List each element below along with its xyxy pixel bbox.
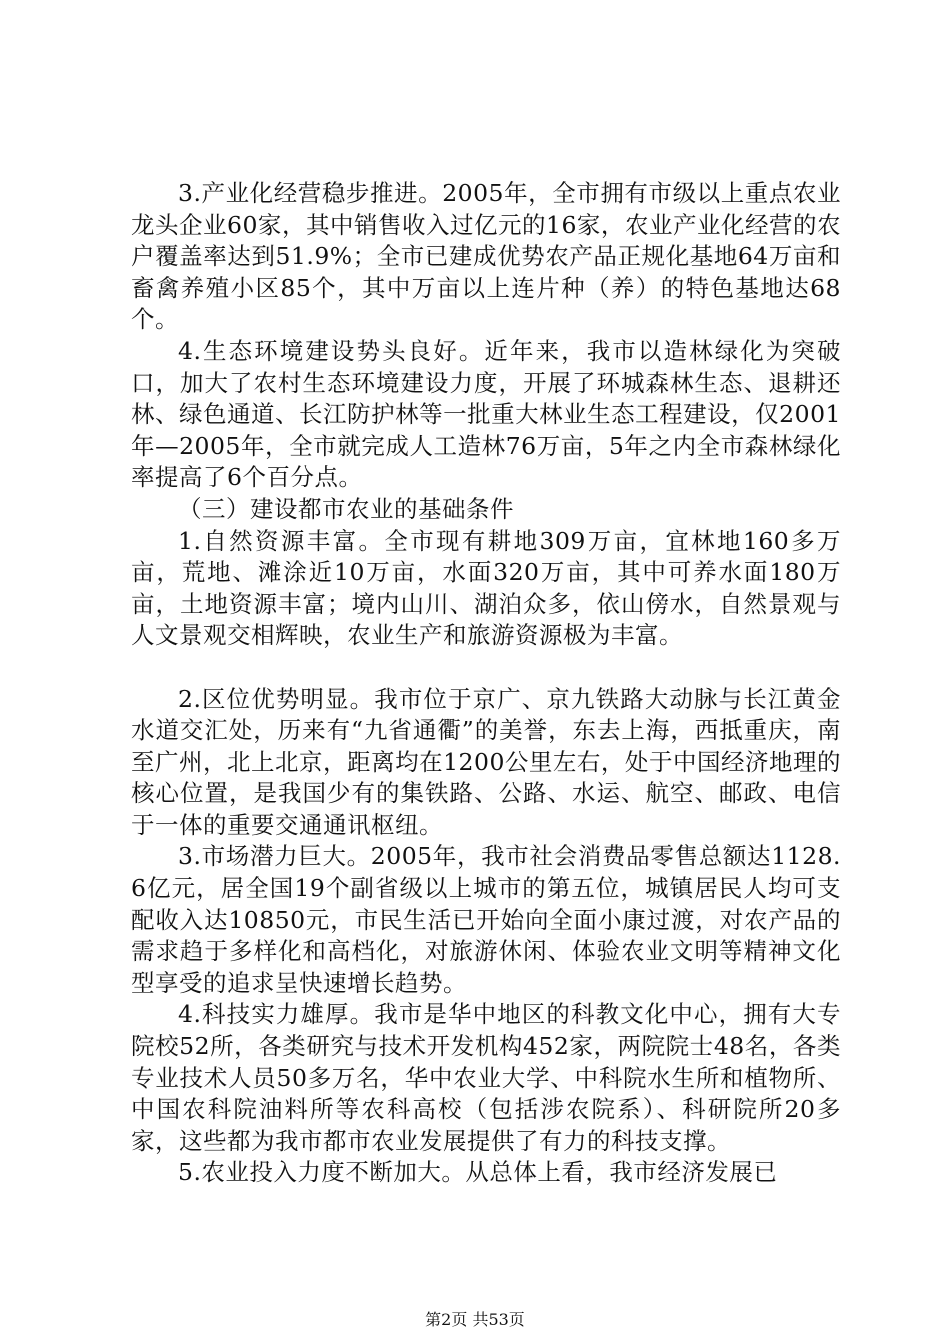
paragraph-spacer xyxy=(131,652,841,684)
paragraph-location: 2.区位优势明显。我市位于京广、京九铁路大动脉与长江黄金水道交汇处，历来有“九省通衢”的美誉，东去上海，西抵重庆，南至广州，北上北京，距离均在1200公里左右，处于中国经济地理的核心位置，是我国少有的集铁路、公路、水运、航空、邮政、电信于一体的重要交通通讯枢纽。 xyxy=(131,684,841,839)
document-body xyxy=(131,178,841,1189)
paragraph-industrialization: 3.产业化经营稳步推进。2005年，全市拥有市级以上重点农业龙头企业60家，其中销售收入过亿元的16家，农业产业化经营的农户覆盖率达到51.9%；全市已建成优势农产品正规化基地64万亩和畜禽养殖小区85个，其中万亩以上连片种（养）的特色基地达68个。 xyxy=(131,179,841,334)
paragraph-investment: 5.农业投入力度不断加大。从总体上看，我市经济发展已 xyxy=(178,1158,778,1187)
page-number-footer: 第2页 共53页 xyxy=(425,1310,525,1329)
paragraph-ecology: 4.生态环境建设势头良好。近年来，我市以造林绿化为突破口，加大了农村生态环境建设力度，开展了环城森林生态、退耕还林、绿色通道、长江防护林等一批重大林业生态工程建设，仅2001年—2005年，全市就完成人工造林76万亩，5年之内全市森林绿化率提高了6个百分点。 xyxy=(131,336,841,492)
section-heading: （三）建设都市农业的基础条件 xyxy=(178,494,514,523)
paragraph-technology: 4.科技实力雄厚。我市是华中地区的科教文化中心，拥有大专院校52所，各类研究与技术开发机构452家，两院院士48名，各类专业技术人员50多万名，华中农业大学、中科院水生所和植物所、中国农科院油料所等农科高校（包括涉农院系）、科研院所20多家，这些都为我市都市农业发展提供了有力的科技支撑。 xyxy=(131,1000,841,1155)
paragraph-market: 3.市场潜力巨大。2005年，我市社会消费品零售总额达1128.6亿元，居全国19个副省级以上城市的第五位，城镇居民人均可支配收入达10850元，市民生活已开始向全面小康过渡，对农产品的需求趋于多样化和高档化，对旅游休闲、体验农业文明等精神文化型享受的追求呈快速增长趋势。 xyxy=(131,842,841,997)
paragraph-natural-resources: 1.自然资源丰富。全市现有耕地309万亩，宜林地160多万亩，荒地、滩涂近10万亩，水面320万亩，其中可养水面180万亩，土地资源丰富；境内山川、湖泊众多，依山傍水，自然景观与人文景观交相辉映，农业生产和旅游资源极为丰富。 xyxy=(131,526,841,650)
